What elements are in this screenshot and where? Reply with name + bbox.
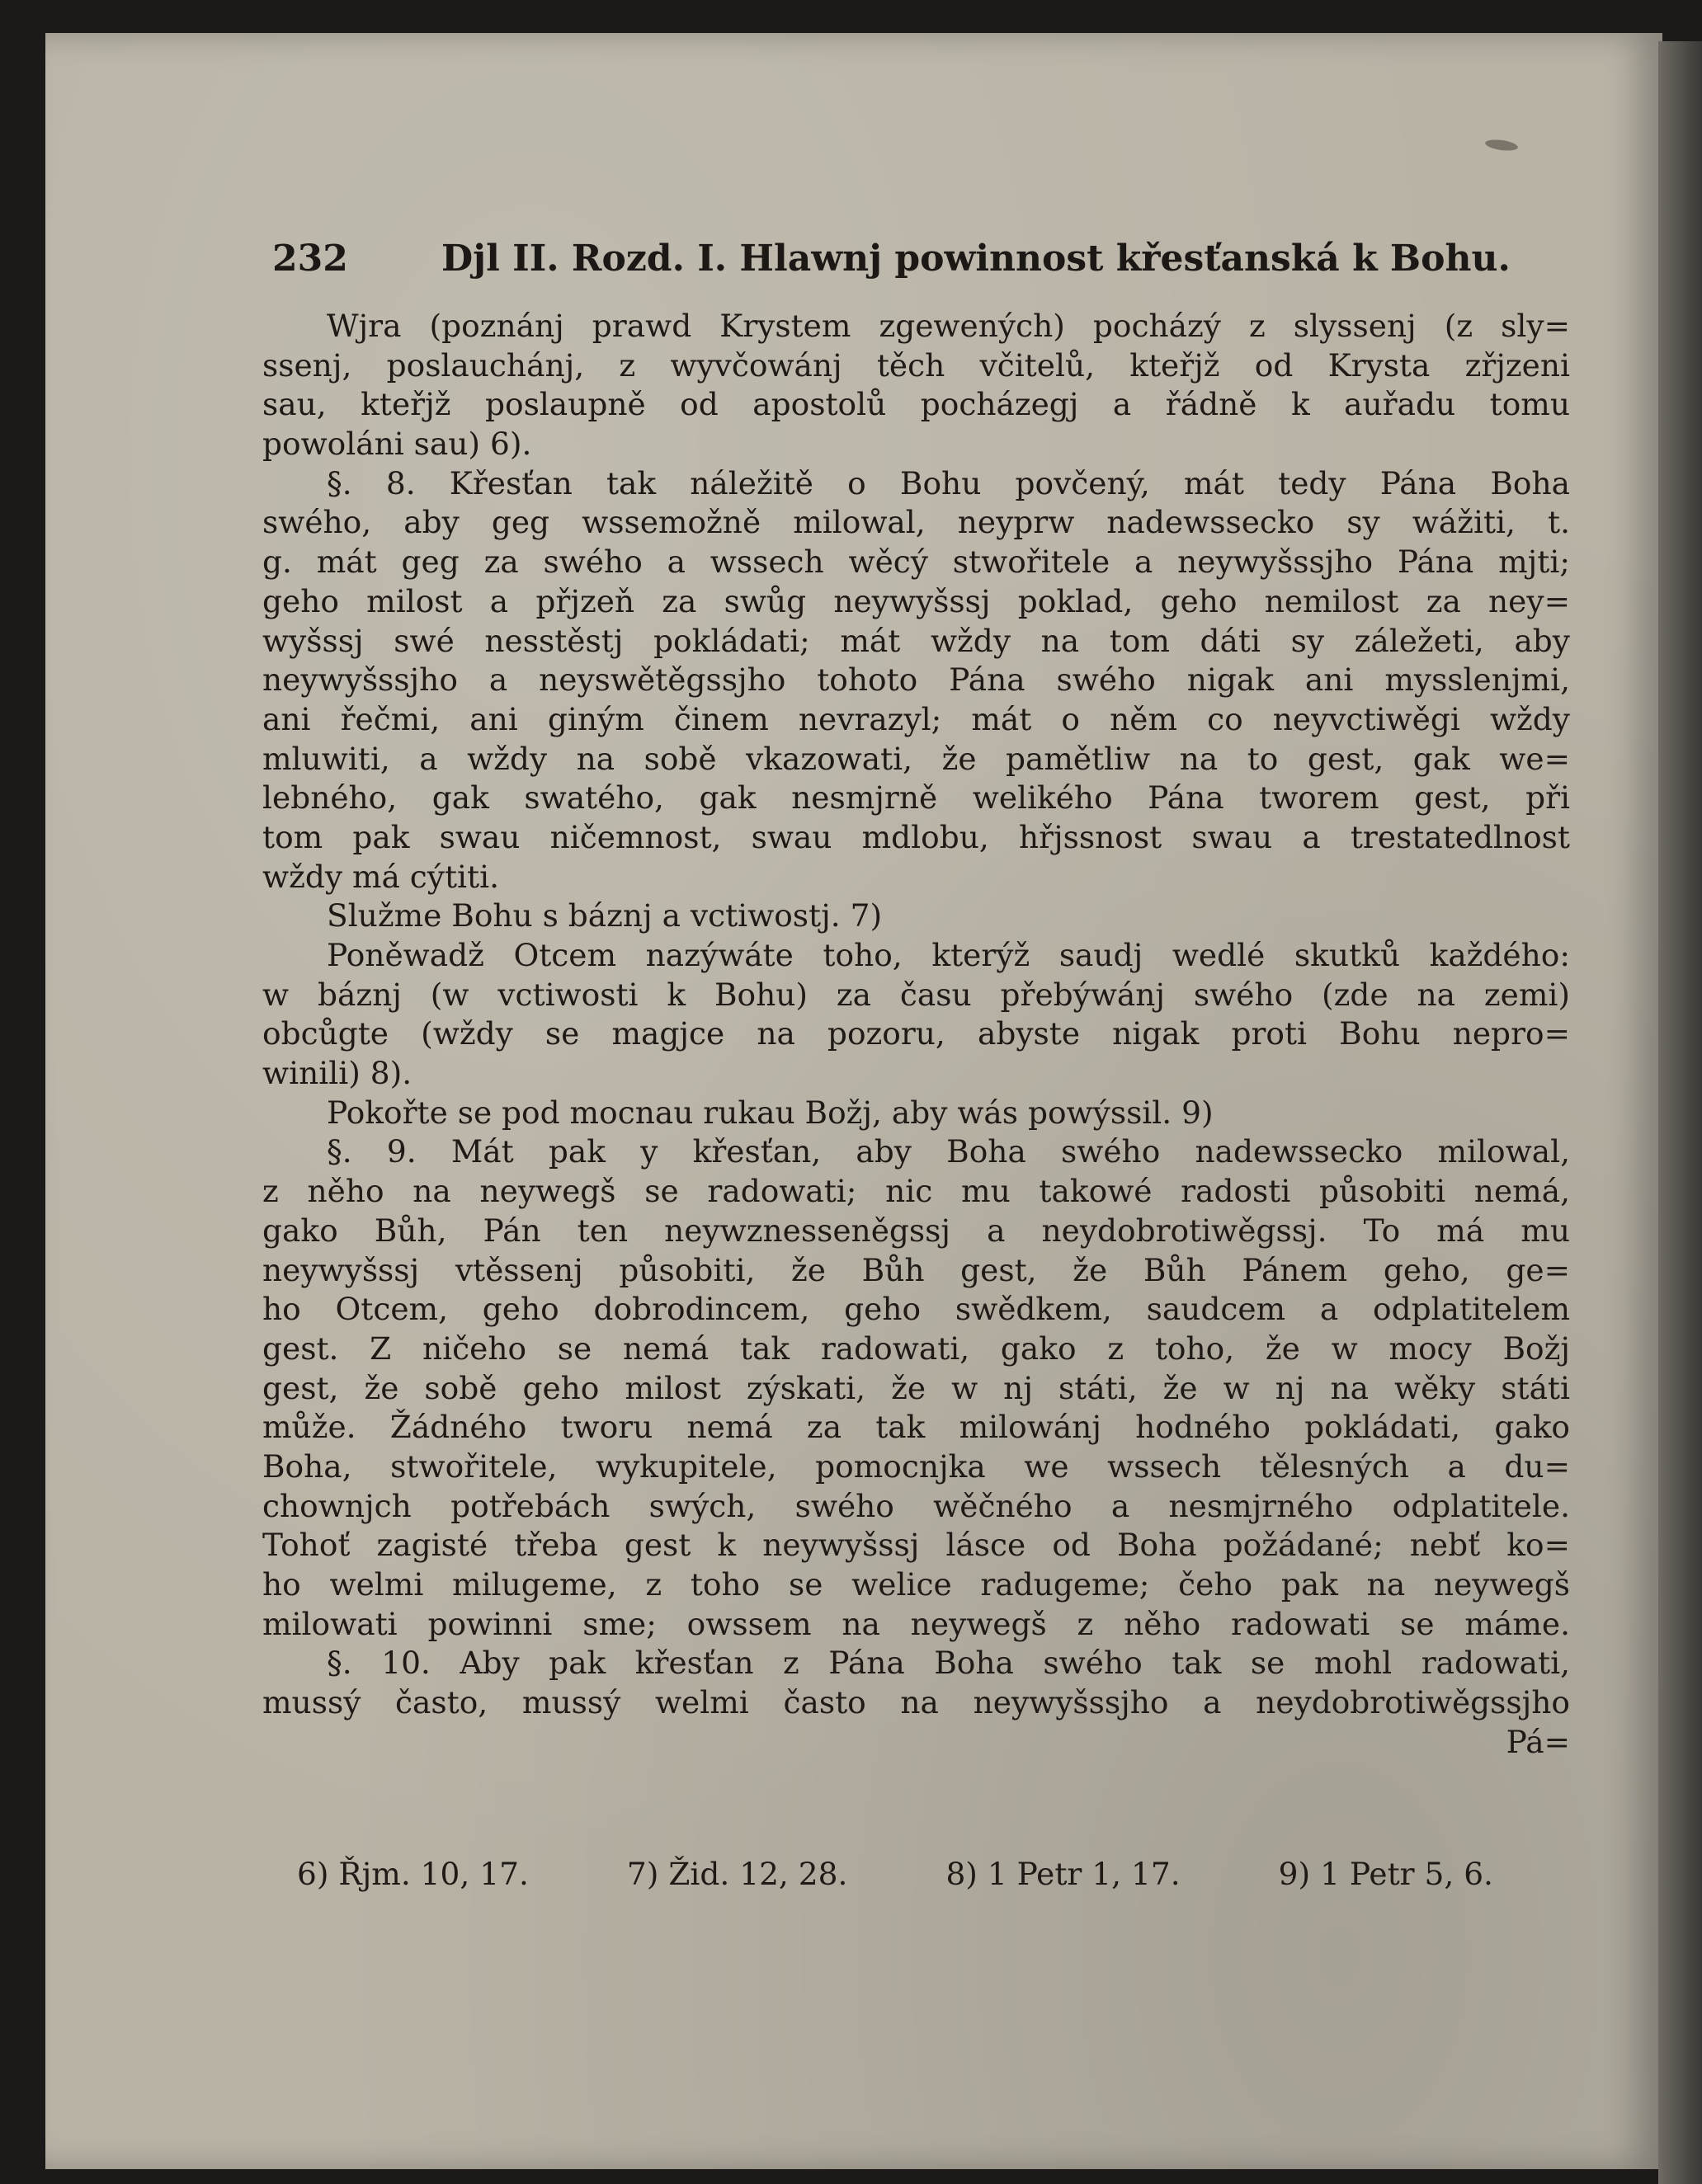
footnote: 9) 1 Petr 5, 6. xyxy=(1278,1856,1493,1892)
page-edge xyxy=(1658,41,1702,2184)
text-line: neywyšssj vtěssenj působiti, že Bůh gest, že Bůh Pánem geho, ge= xyxy=(262,1251,1570,1288)
text-line: Tohoť zagisté třeba gest k neywyšssj lásce od Boha požádané; nebť ko= xyxy=(262,1527,1570,1564)
catchword: Pá= xyxy=(1506,1723,1570,1760)
footnotes xyxy=(297,1856,1493,1892)
text-line: geho milost a přjzeň za swůg neywyšssj poklad, geho nemilost za ney= xyxy=(262,582,1570,619)
text-line: ho welmi milugeme, z toho se welice radugeme; čeho pak na neywegš xyxy=(262,1566,1570,1603)
text-line: obcůgte (wždy se magjce na pozoru, abyste nigak proti Bohu nepro= xyxy=(262,1015,1570,1052)
text-line: Poněwadž Otcem nazýwáte toho, kterýž saudj wedlé skutků každého: xyxy=(327,937,1570,973)
text-line: milowati powinni sme; owssem na neywegš z něho radowati se máme. xyxy=(262,1605,1570,1642)
text-line: mussý často, mussý welmi často na neywyšssjho a neydobrotiwěgssjho xyxy=(262,1684,1570,1721)
text-line: ani řečmi, ani giným činem nevrazyl; mát o něm co neyvctiwěgi wždy xyxy=(262,700,1570,737)
text-line: ho Otcem, geho dobrodincem, geho swědkem, saudcem a odplatitelem xyxy=(262,1291,1570,1328)
text-line: Služme Bohu s báznj a vctiwostj. 7) xyxy=(327,897,883,934)
text-line: gako Bůh, Pán ten neywznesseněgssj a neydobrotiwěgssj. To má mu xyxy=(262,1212,1570,1249)
body-text xyxy=(262,307,1570,1762)
text-line: ssenj, poslauchánj, z wyvčowánj těch včitelů, kteřjž od Krysta zřjzeni xyxy=(262,346,1570,384)
text-line: Boha, stwořitele, wykupitele, pomocnjka we wssech tělesných a du= xyxy=(262,1447,1570,1485)
text-line: gest, že sobě geho milost zýskati, že w nj státi, že w nj na wěky státi xyxy=(262,1369,1570,1406)
text-line: neywyšssjho a neyswětěgssjho tohoto Pána swého nigak ani mysslenjmi, xyxy=(262,661,1570,699)
text-line: z něho na neywegš se radowati; nic mu takowé radosti působiti nemá, xyxy=(262,1173,1570,1210)
text-line: Wjra (poznánj prawd Krystem zgewených) pocházý z slyssenj (z sly= xyxy=(327,308,1570,344)
text-line: může. Žádného tworu nemá za tak milowánj hodného pokládati, gako xyxy=(262,1409,1570,1446)
text-line: w báznj (w vctiwosti k Bohu) za času přebýwánj swého (zde na zemi) xyxy=(262,976,1570,1013)
text-line: g. mát geg za swého a wssech wěcý stwořitele a neywyšssjho Pána mjti; xyxy=(262,544,1570,581)
running-title: Djl II. Rozd. I. Hlawnj powinnost křesťanská k Bohu. xyxy=(441,238,1511,280)
text-line: §. 10. Aby pak křesťan z Pána Boha swého tak se mohl radowati, xyxy=(327,1645,1570,1682)
text-line: sau, kteřjž poslaupně od apostolů pocházegj a řádně k auřadu tomu xyxy=(262,386,1570,423)
text-line: mluwiti, a wždy na sobě vkazowati, že pamětliw na to gest, gak we= xyxy=(262,740,1570,777)
footnote: 8) 1 Petr 1, 17. xyxy=(945,1856,1181,1892)
running-header xyxy=(272,238,1511,287)
footnote: 7) Žid. 12, 28. xyxy=(626,1856,848,1892)
text-line: wyšssj swé nesstěstj pokládati; mát wždy na tom dáti sy záležeti, aby xyxy=(262,622,1570,659)
text-line: tom pak swau ničemnost, swau mdlobu, hřjssnost swau a trestatedlnost xyxy=(262,818,1570,855)
text-line: lebného, gak swatého, gak nesmjrně welikého Pána tworem gest, při xyxy=(262,779,1570,817)
text-line: wždy má cýtiti. xyxy=(262,858,500,895)
text-line: Pokořte se pod mocnau rukau Božj, aby wás powýssil. 9) xyxy=(327,1094,1214,1131)
footnote: 6) Řjm. 10, 17. xyxy=(297,1856,529,1892)
text-line: swého, aby geg wssemožně milowal, neyprw nadewssecko sy wážiti, t. xyxy=(262,504,1570,541)
text-line: winili) 8). xyxy=(262,1055,413,1092)
text-line: §. 9. Mát pak y křesťan, aby Boha swého nadewssecko milowal, xyxy=(327,1133,1570,1170)
text-line: chownjch potřebách swých, swého wěčného a nesmjrného odplatitele. xyxy=(262,1487,1570,1524)
text-line: powoláni sau) 6). xyxy=(262,426,532,463)
page-number: 232 xyxy=(272,238,348,280)
text-line: gest. Z ničeho se nemá tak radowati, gako z toho, že w mocy Božj xyxy=(262,1330,1570,1367)
text-line: §. 8. Křesťan tak náležitě o Bohu povčený, mát tedy Pána Boha xyxy=(327,464,1570,501)
